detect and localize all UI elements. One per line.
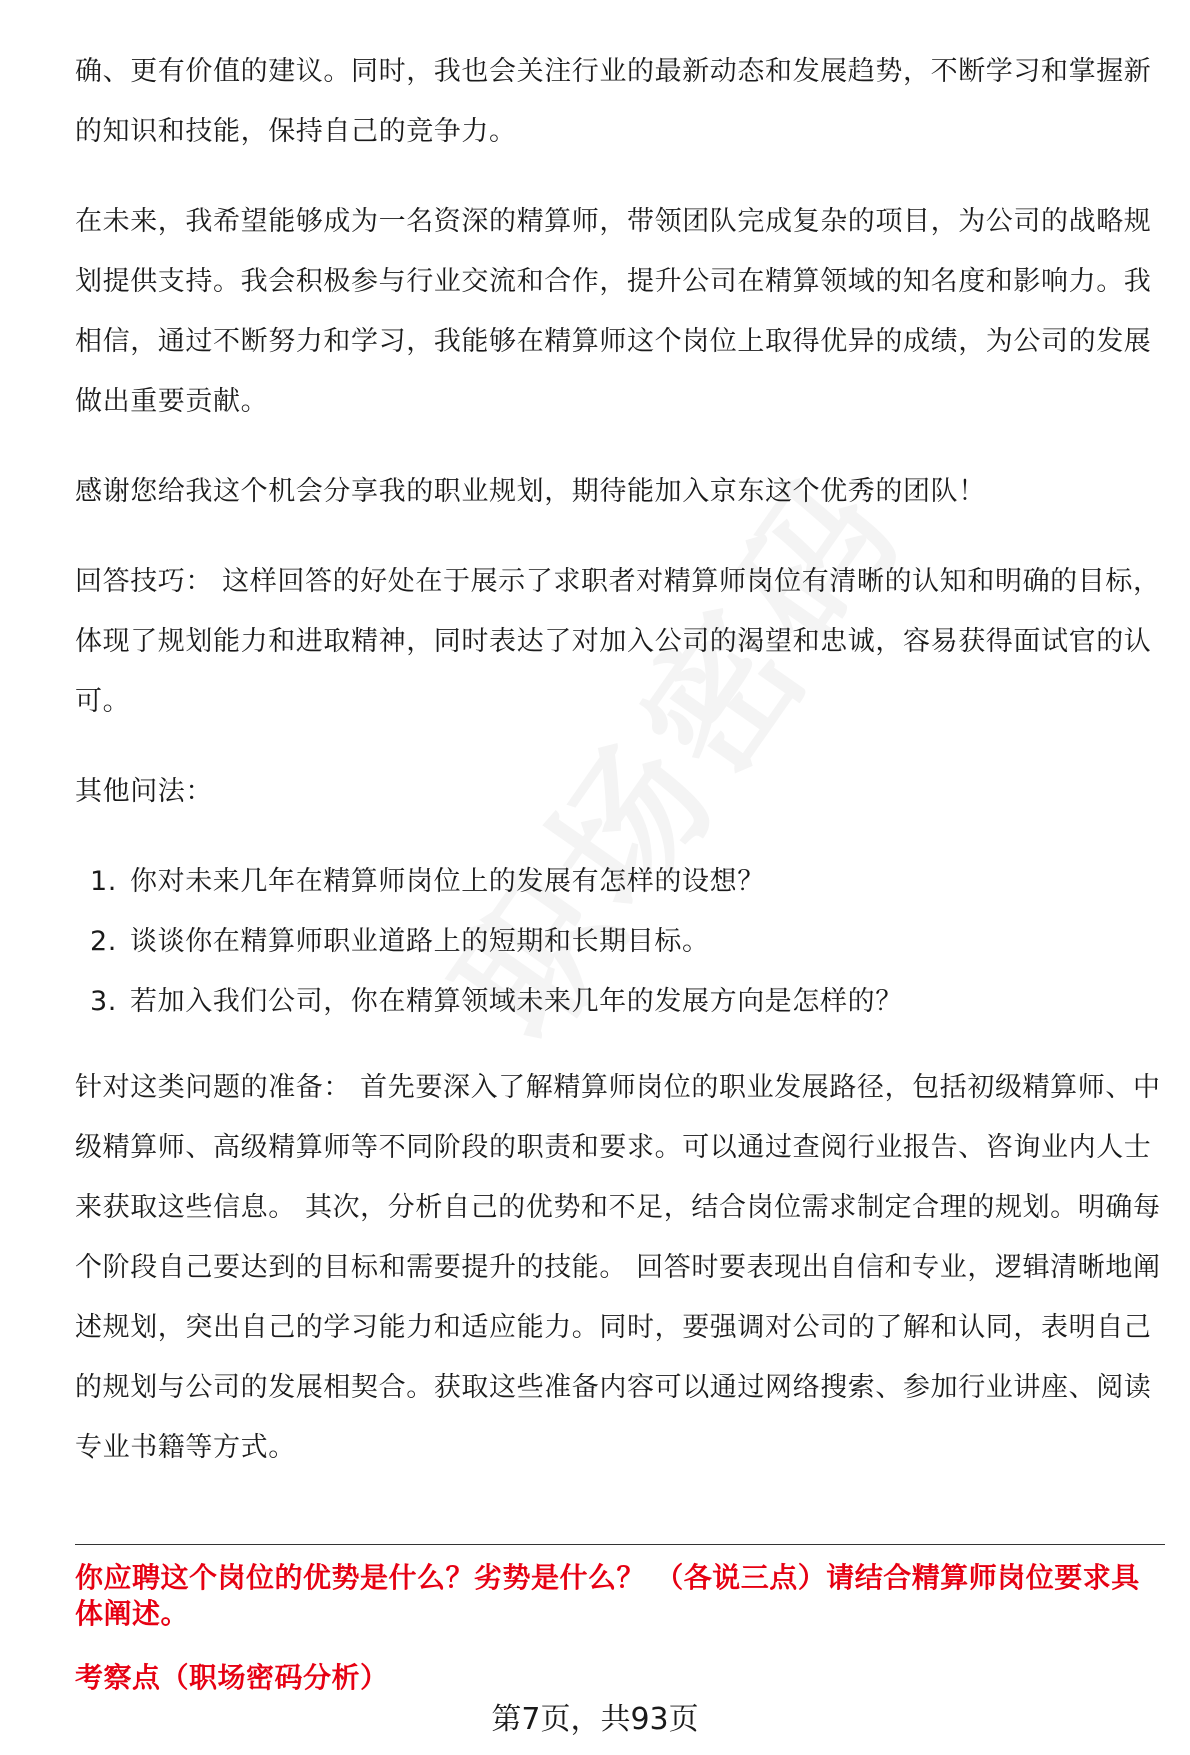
paragraph-thanks: 感谢您给我这个机会分享我的职业规划，期待能加入京东这个优秀的团队！ <box>75 476 986 507</box>
paragraph-other-questions-label: 其他问法： <box>75 776 213 807</box>
section-label-analysis: 考察点（职场密码分析） <box>75 1661 389 1694</box>
alternative-questions-list <box>75 852 1165 1032</box>
list-item-text: 你对未来几年在精算师岗位上的发展有怎样的设想？ <box>130 866 765 897</box>
paragraph-future-plan: 在未来，我希望能够成为一名资深的精算师，带领团队完成复杂的项目，为公司的战略规划提供支持。我会积极参与行业交流和合作，提升公司在精算领域的知名度和影响力。我相信，通过不断努力和学习，我能够在精算师这个岗位上取得优异的成绩，为公司的发展做出重要贡献。 <box>75 206 1152 417</box>
list-item <box>90 912 1165 972</box>
paragraph-skills-continuation: 确、更有价值的建议。同时，我也会关注行业的最新动态和发展趋势，不断学习和掌握新的知识和技能，保持自己的竞争力。 <box>75 56 1152 147</box>
paragraph-preparation: 针对这类问题的准备： 首先要深入了解精算师岗位的职业发展路径，包括初级精算师、中级精算师、高级精算师等不同阶段的职责和要求。可以通过查阅行业报告、咨询业内人士来获取这些信息。 其次，分析自己的优势和不足，结合岗位需求制定合理的规划。明确每个阶段自己要达到的目标和需要提升的技能。 回答时要表现出自信和专业，逻辑清晰地阐述规划，突出自己的学习能力和适应能力。同时，要强调对公司的了解和认同，表明自己的规划与公司的发展相契合。获取这些准备内容可以通过网络搜索、参加行业讲座、阅读专业书籍等方式。 <box>75 1072 1161 1463</box>
list-item-number: 1. <box>90 866 117 897</box>
section-divider <box>75 1544 1165 1545</box>
list-item-number: 3. <box>90 986 117 1017</box>
next-question-title: 你应聘这个岗位的优势是什么？劣势是什么？ （各说三点）请结合精算师岗位要求具体阐述。 <box>75 1561 1140 1630</box>
page-number: 第7页，共93页 <box>491 1702 699 1737</box>
document-body <box>75 42 1165 1508</box>
list-item-text: 谈谈你在精算师职业道路上的短期和长期目标。 <box>130 926 710 957</box>
list-item <box>90 972 1165 1032</box>
list-item-number: 2. <box>90 926 117 957</box>
list-item <box>90 852 1165 912</box>
paragraph-answer-tips: 回答技巧： 这样回答的好处在于展示了求职者对精算师岗位有清晰的认知和明确的目标，体现了规划能力和进取精神，同时表达了对加入公司的渴望和忠诚，容易获得面试官的认可。 <box>75 566 1161 717</box>
list-item-text: 若加入我们公司，你在精算领域未来几年的发展方向是怎样的？ <box>130 986 903 1017</box>
